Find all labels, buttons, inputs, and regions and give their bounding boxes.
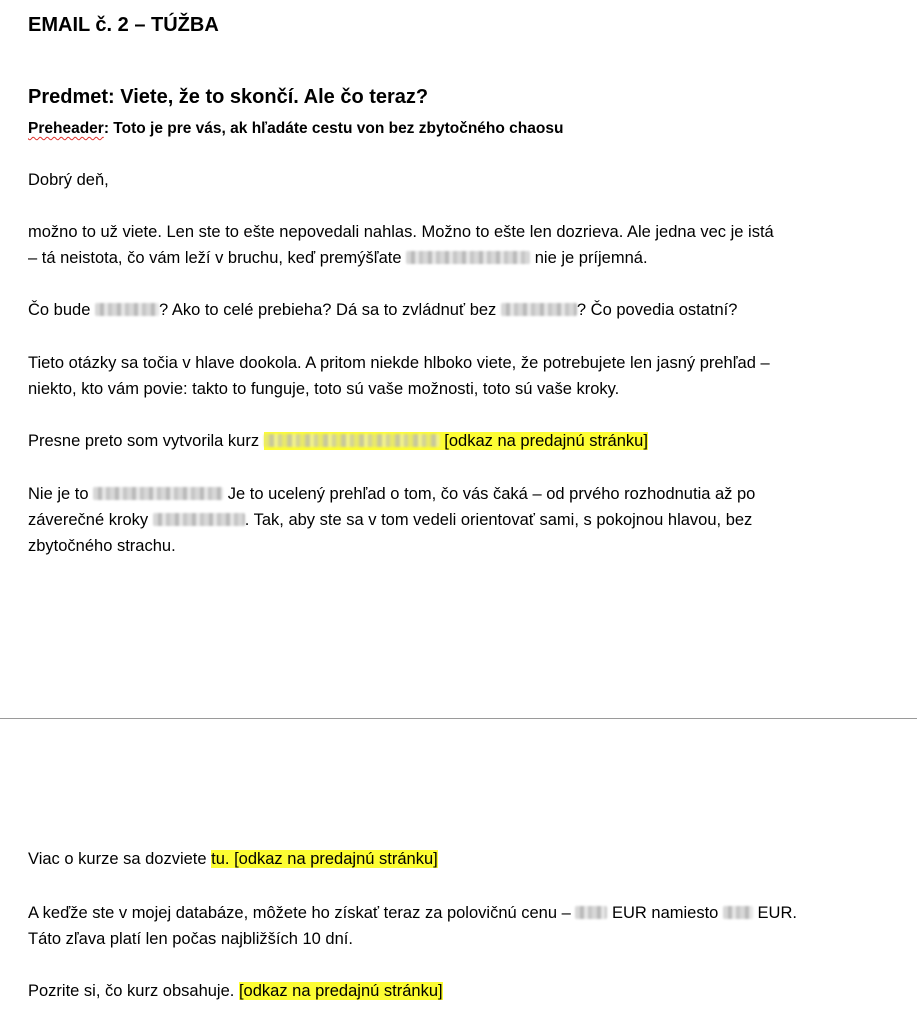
preheader-label: Preheader [28, 120, 104, 137]
preheader-text: : Toto je pre vás, ak hľadáte cestu von bez zbytočného chaosu [103, 120, 564, 137]
text-run: Nie je to [28, 485, 89, 503]
redacted-text [93, 487, 223, 500]
document-page-2 [0, 720, 917, 1024]
sales-page-link[interactable]: tu. [odkaz na predajnú stránku] [211, 850, 438, 868]
redacted-text [95, 303, 159, 316]
email-title: EMAIL č. 2 – TÚŽBA [28, 14, 219, 36]
text-run: Čo bude [28, 301, 91, 319]
paragraph-8 [28, 978, 443, 1004]
text-run: Presne preto som vytvorila kurz [28, 432, 260, 450]
text-run: ? Ako to celé prebieha? Dá sa to zvládnuť bez [158, 301, 497, 319]
paragraph-1-line-1: možno to už viete. Len ste to ešte nepovedali nahlas. Možno to ešte len dozrieva. Ale jedna vec je istá [28, 223, 774, 241]
redacted-text [153, 513, 245, 526]
text-run: – tá neistota, čo vám leží v bruchu, keď premýšľate [28, 249, 402, 267]
page-break-divider [0, 718, 917, 719]
paragraph-7-line-2: Táto zľava platí len počas najbližších 10 dní. [28, 930, 353, 948]
preheader-line [28, 116, 563, 142]
email-subject: Predmet: Viete, že to skončí. Ale čo teraz? [28, 86, 429, 108]
paragraph-2 [28, 297, 737, 323]
paragraph-5-line-3: zbytočného strachu. [28, 537, 176, 555]
text-run: A keďže ste v mojej databáze, môžete ho získať teraz za polovičnú cenu – [28, 904, 571, 922]
text-run: ? Čo povedia ostatní? [576, 301, 738, 319]
highlighted-course-name [264, 432, 445, 450]
redacted-text [406, 251, 530, 264]
text-run: . Tak, aby ste sa v tom vedeli orientovať sami, s pokojnou hlavou, bez [244, 511, 753, 529]
greeting: Dobrý deň, [28, 171, 109, 189]
text-run: EUR. [757, 904, 797, 922]
sales-page-link[interactable]: [odkaz na predajnú stránku] [444, 432, 648, 450]
sales-page-link[interactable]: [odkaz na predajnú stránku] [238, 982, 443, 1000]
paragraph-1-line-2 [28, 245, 648, 271]
paragraph-3-line-1: Tieto otázky sa točia v hlave dookola. A pritom niekde hlboko viete, že potrebujete len jasný prehľad – [28, 354, 770, 372]
redacted-price [723, 906, 753, 919]
paragraph-7-line-1 [28, 900, 797, 926]
paragraph-4 [28, 428, 648, 454]
redacted-text [264, 434, 440, 447]
paragraph-5-line-1 [28, 481, 755, 507]
text-run: Pozrite si, čo kurz obsahuje. [28, 982, 235, 1000]
paragraph-3-line-2: niekto, kto vám povie: takto to funguje, toto sú vaše možnosti, toto sú vaše kroky. [28, 380, 620, 398]
text-run: nie je príjemná. [534, 249, 648, 267]
redacted-text [501, 303, 577, 316]
paragraph-6 [28, 846, 438, 872]
text-run: Viac o kurze sa dozviete [28, 850, 207, 868]
text-run: záverečné kroky [28, 511, 149, 529]
text-run: EUR namiesto [611, 904, 719, 922]
text-run: Je to ucelený prehľad o tom, čo vás čaká – od prvého rozhodnutia až po [227, 485, 756, 503]
paragraph-5-line-2 [28, 507, 752, 533]
redacted-price [575, 906, 607, 919]
